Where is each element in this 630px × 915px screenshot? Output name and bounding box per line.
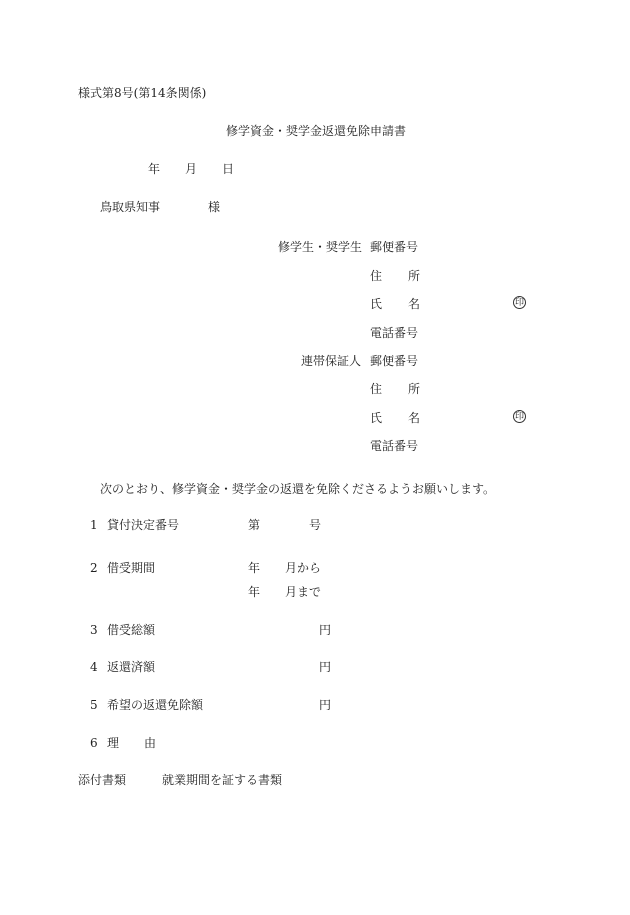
guarantor-name-label-2: 名 [408, 411, 421, 425]
item-4-number: 4 [90, 660, 98, 674]
request-body-text: 次のとおり、修学資金・奨学金の返還を免除くださるようお願いします。 [100, 482, 496, 496]
student-name-label-1: 氏 [370, 297, 383, 311]
student-name-label-2: 名 [408, 297, 421, 311]
item-3-label: 借受総額 [107, 623, 156, 637]
item-5-number: 5 [90, 698, 98, 712]
form-number-label: 様式第8号(第14条関係) [78, 86, 207, 100]
student-postal-label: 郵便番号 [370, 240, 419, 254]
item-6-label-2: 由 [144, 736, 157, 750]
date-month-label: 月 [185, 162, 198, 176]
item-3-unit: 円 [319, 623, 332, 637]
attachment-label: 添付書類 [78, 773, 127, 787]
guarantor-seal-icon: 印 [514, 412, 524, 422]
date-year-label: 年 [148, 162, 161, 176]
item-4-unit: 円 [319, 660, 332, 674]
item-3-number: 3 [90, 623, 98, 637]
item-1-prefix: 第 [248, 518, 261, 532]
student-seal-icon: 印 [514, 298, 524, 308]
item-2-number: 2 [90, 561, 98, 575]
student-role-label: 修学生・奨学生 [278, 240, 363, 254]
guarantor-address-label-1: 住 [370, 382, 383, 396]
item-2-label: 借受期間 [107, 561, 156, 575]
guarantor-address-label-2: 所 [408, 382, 421, 396]
student-phone-label: 電話番号 [370, 326, 419, 340]
addressee-honorific: 様 [208, 200, 221, 214]
date-day-label: 日 [222, 162, 235, 176]
student-address-label-2: 所 [408, 269, 421, 283]
item-6-number: 6 [90, 736, 98, 750]
guarantor-postal-label: 郵便番号 [370, 354, 419, 368]
item-1-label: 貸付決定番号 [107, 518, 180, 532]
guarantor-phone-label: 電話番号 [370, 439, 419, 453]
item-4-label: 返還済額 [107, 660, 156, 674]
guarantor-role-label: 連帯保証人 [301, 354, 362, 368]
item-2-month-until: 月まで [285, 585, 322, 599]
item-6-label-1: 理 [107, 736, 120, 750]
item-2-year-until: 年 [248, 585, 261, 599]
student-address-label-1: 住 [370, 269, 383, 283]
addressee-name: 鳥取県知事 [100, 200, 161, 214]
attachment-value: 就業期間を証する書類 [162, 773, 283, 787]
item-1-suffix: 号 [309, 518, 322, 532]
item-2-month-from: 月から [285, 561, 322, 575]
item-2-year-from: 年 [248, 561, 261, 575]
item-1-number: 1 [90, 518, 98, 532]
item-5-label: 希望の返還免除額 [107, 698, 204, 712]
item-5-unit: 円 [319, 698, 332, 712]
form-title: 修学資金・奨学金返還免除申請書 [226, 124, 407, 138]
guarantor-name-label-1: 氏 [370, 411, 383, 425]
